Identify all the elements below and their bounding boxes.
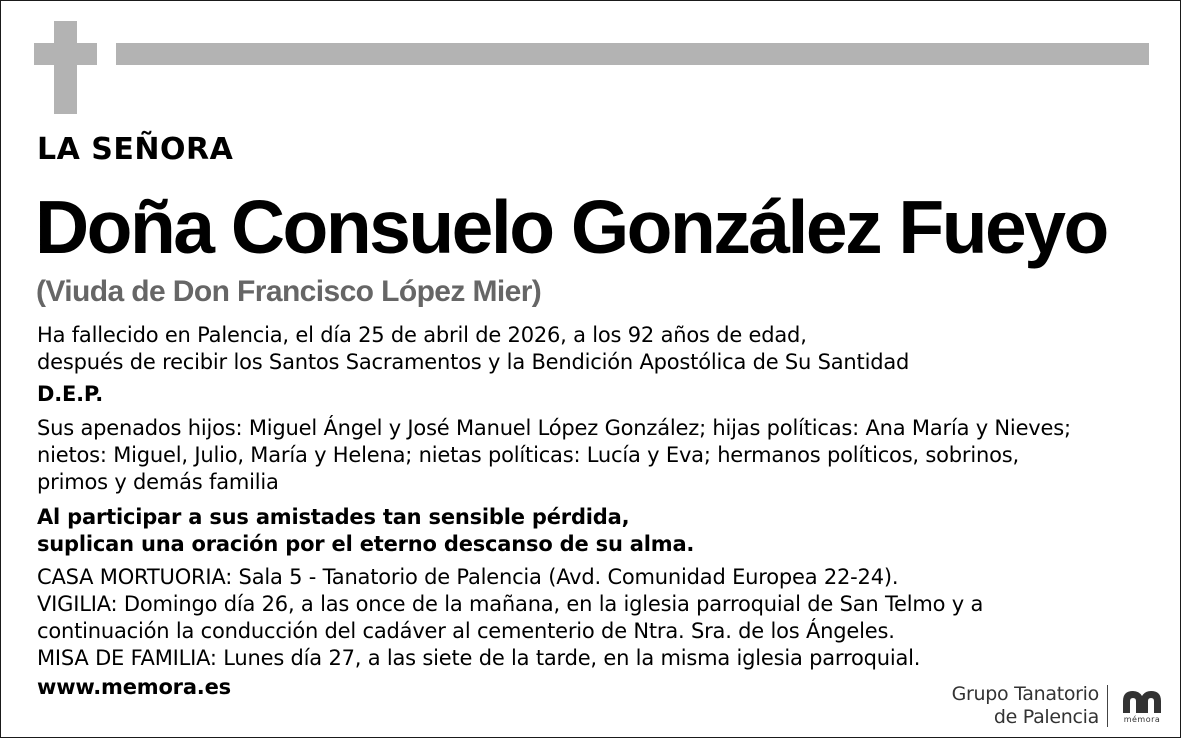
mass-info: MISA DE FAMILIA: Lunes día 27, a las siete de la tarde, en la misma iglesia parroquial. bbox=[37, 646, 921, 670]
deceased-name: Doña Consuelo González Fueyo bbox=[35, 185, 1107, 269]
logo-divider bbox=[1107, 685, 1108, 727]
vigil-info-line-1: VIGILIA: Domingo día 26, a las once de la mañana, en la iglesia parroquial de San Telmo y a bbox=[37, 592, 984, 616]
mortuary-info: CASA MORTUORIA: Sala 5 - Tanatorio de Palencia (Avd. Comunidad Europea 22-24). bbox=[37, 565, 899, 589]
spouse-note: (Viuda de Don Francisco López Mier) bbox=[36, 275, 542, 308]
rip-text: D.E.P. bbox=[37, 382, 104, 406]
logo-line-2: de Palencia bbox=[993, 706, 1099, 728]
cross-icon bbox=[34, 21, 97, 114]
logo-brand: mémora bbox=[1123, 715, 1161, 724]
death-announcement-line-2: después de recibir los Santos Sacramentos y la Bendición Apostólica de Su Santidad bbox=[37, 350, 910, 374]
logo-line-1: Grupo Tanatorio bbox=[951, 683, 1099, 705]
family-line-1: Sus apenados hijos: Miguel Ángel y José Manuel López González; hijas políticas: Ana María y Nieves; bbox=[37, 416, 1071, 440]
website-link[interactable]: www.memora.es bbox=[37, 675, 231, 699]
title-label: LA SEÑORA bbox=[37, 132, 234, 167]
death-announcement-line-1: Ha fallecido en Palencia, el día 25 de abril de 2026, a los 92 años de edad, bbox=[37, 323, 807, 347]
request-line-1: Al participar a sus amistades tan sensible pérdida, bbox=[37, 505, 630, 529]
header-bar bbox=[116, 43, 1149, 65]
family-line-3: primos y demás familia bbox=[37, 470, 279, 494]
family-line-2: nietos: Miguel, Julio, María y Helena; nietas políticas: Lucía y Eva; hermanos políticos, sobrinos, bbox=[37, 443, 1019, 467]
request-line-2: suplican una oración por el eterno descanso de su alma. bbox=[37, 532, 695, 556]
tanatorio-logo bbox=[929, 681, 1169, 731]
vigil-info-line-2: continuación la conducción del cadáver al cementerio de Ntra. Sra. de los Ángeles. bbox=[37, 619, 895, 643]
